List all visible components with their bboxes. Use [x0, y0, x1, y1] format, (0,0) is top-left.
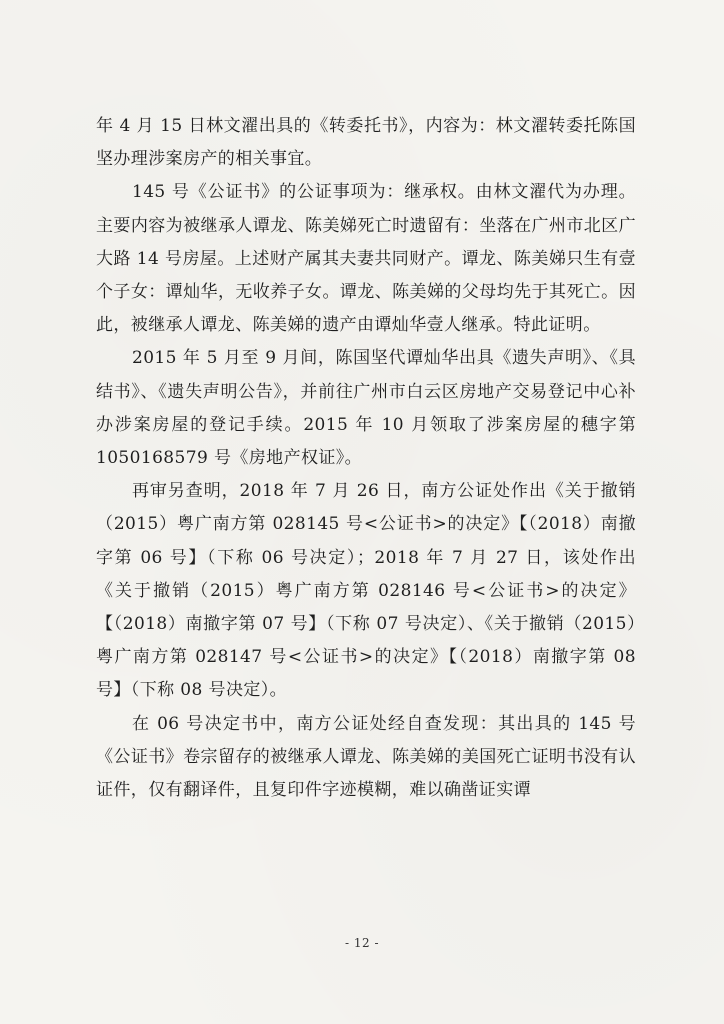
paragraph-3: 2015 年 5 月至 9 月间，陈国坚代谭灿华出具《遗失声明》、《具结书》、《遗失声明公告》，并前往广州市白云区房地产交易登记中心补办涉案房屋的登记手续。2015 年 10 月领取了涉案房屋的穗字第 1050168579 号《房地产权证》。 [96, 348, 636, 469]
document-body [96, 110, 636, 807]
page-number: - 12 - [344, 936, 379, 950]
paragraph-2: 145 号《公证书》的公证事项为：继承权。由林文濯代为办理。主要内容为被继承人谭龙、陈美娣死亡时遗留有：坐落在广州市北区广大路 14 号房屋。上述财产属其夫妻共同财产。谭龙、陈美娣只生有壹个子女：谭灿华，无收养子女。谭龙、陈美娣的父母均先于其死亡。因此，被继承人谭龙、陈美娣的遗产由谭灿华壹人继承。特此证明。 [96, 182, 636, 336]
paragraph-4: 再审另查明，2018 年 7 月 26 日，南方公证处作出《关于撤销（2015）粤广南方第 028145 号<公证书>的决定》【（2018）南撤字第 06 号】（下称 06 号决定）；2018 年 7 月 27 日，该处作出《关于撤销（2015）粤广南方第 028146 号<公证书>的决定》【（2018）南撤字第 07 号】（下称 07 号决定）、《关于撤销（2015）粤广南方第 028147 号<公证书>的决定》【（2018）南撤字第 08 号】（下称 08 号决定）。 [96, 481, 636, 701]
paragraph-5: 在 06 号决定书中，南方公证处经自查发现：其出具的 145 号《公证书》卷宗留存的被继承人谭龙、陈美娣的美国死亡证明书没有认证件，仅有翻译件，且复印件字迹模糊，难以确凿证实谭 [96, 713, 636, 801]
paragraph-1: 年 4 月 15 日林文濯出具的《转委托书》，内容为：林文濯转委托陈国坚办理涉案房产的相关事宜。 [96, 116, 636, 170]
